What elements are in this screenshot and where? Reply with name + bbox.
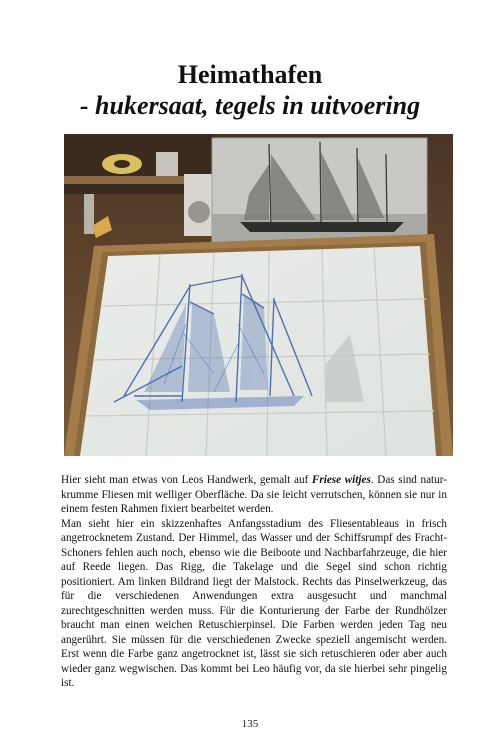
page-subtitle: - hukersaat, tegels in uitvoering	[79, 91, 421, 120]
paragraph-1: Hier sieht man etwas von Leos Handwerk, gemalt auf Friese witjes. Das sind natur-krumme Fliesen mit welliger Oberfläche. Da sie leicht verrutschen, können sie nur in einem festen Rahmen fixiert bearbeitet werden.	[61, 474, 447, 515]
photo-illustration	[64, 134, 453, 456]
page-number: 135	[241, 718, 259, 730]
reference-photo	[212, 138, 427, 246]
tile-painting-photo	[64, 134, 453, 456]
body-text	[61, 473, 447, 691]
paint-jar	[156, 152, 178, 176]
emphasized-term: Friese witjes	[311, 474, 371, 486]
paragraph-2: Man sieht hier ein skizzenhaftes Anfangsstadium des Fliesentableaus in frisch angetrocknetem Zustand. Der Himmel, das Wasser und der Schiffsrumpf des Fracht-Schoners fehlen auch noch, ebenso wie die Beiboote und Nachbarfahrzeuge, die hier auf Reede liegen. Das Rigg, die Takelage und die Segel sind schon richtig positioniert. Am linken Bildrand liegt der Malstock. Rechts das Pinselwerkzeug, das für die verschiedenen Anwendungen extra ausgesucht und manchmal zurechtgeschnitten werden muss. Für die Konturierung der Farbe der Rundhölzer braucht man einen weichen Retuschierpinsel. Die Farben werden jeden Tag neu angerührt. Sie müssen für die verschiedenen Zwecke speziell angemischt werden. Erst wenn die Farbe ganz angetrocknet ist, lässt sie sich retuschieren oder aber auch wieder ganz wegwischen. Das kommt bei Leo häufig vor, da sie hierbei sehr pingelig ist.	[61, 517, 447, 689]
page-title: Heimathafen	[177, 60, 323, 89]
